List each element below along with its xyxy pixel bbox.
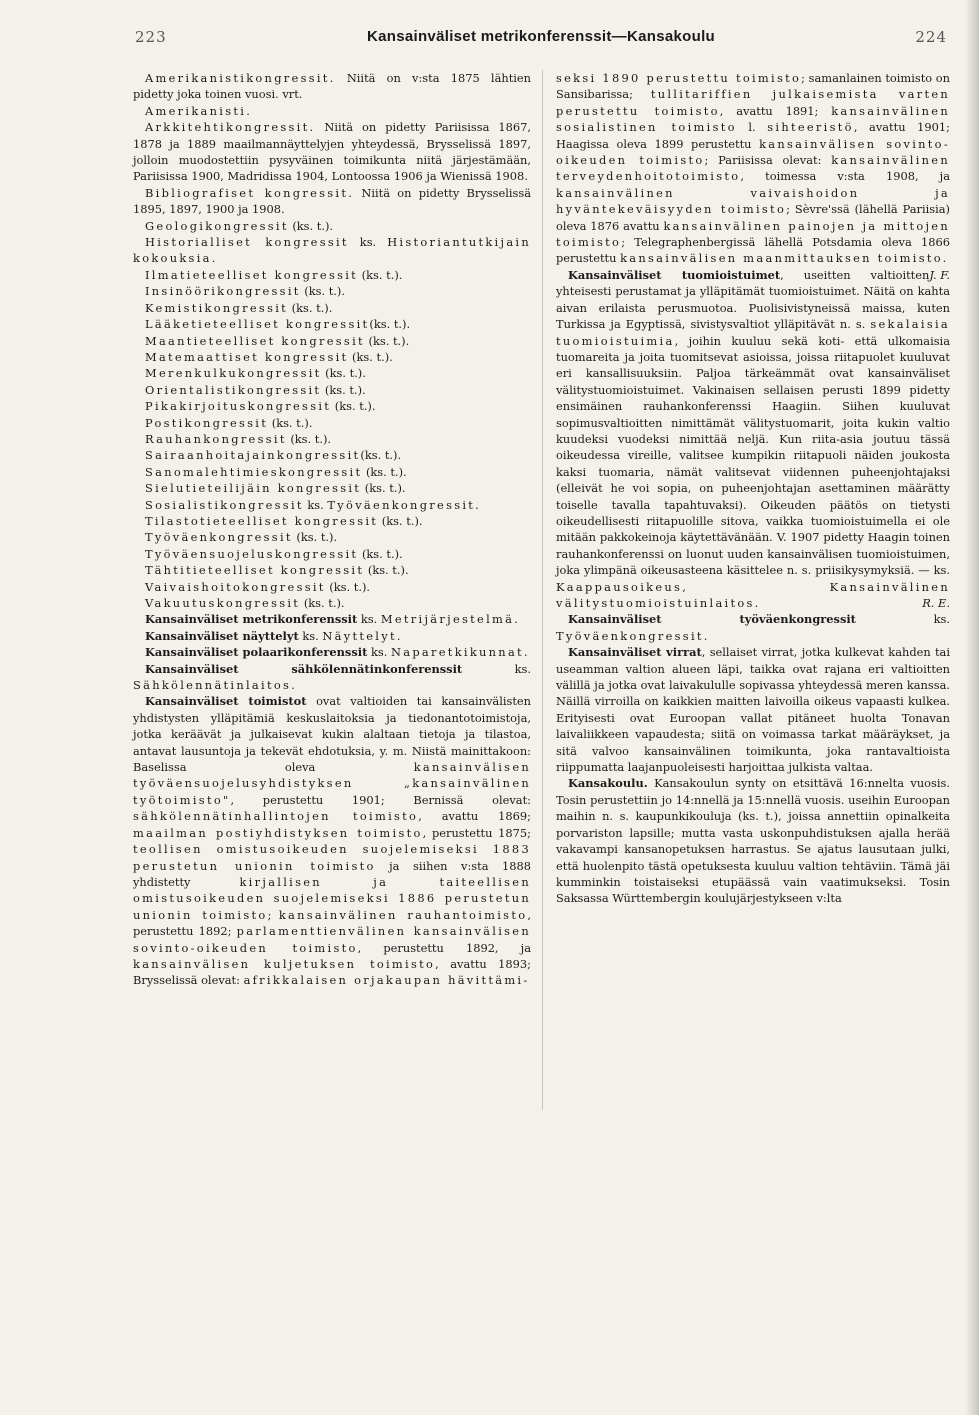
entry-paragraph xyxy=(133,349,531,365)
column-divider xyxy=(542,70,543,1110)
entry-text: ks. xyxy=(357,612,381,627)
entry-paragraph xyxy=(133,546,531,562)
entry-text: , perustettu 1901; Bernissä olevat: xyxy=(230,792,531,807)
entry-text: (ks. t.). xyxy=(300,284,345,299)
spaced-term: Amerikanisti. xyxy=(145,103,253,118)
spaced-term: sekalaisia tuomioistuimia xyxy=(556,317,950,348)
entry-paragraph xyxy=(133,431,531,447)
entry-text: ja siihen v:sta 1888 yhdistetty xyxy=(133,858,532,889)
entry-text: ks. xyxy=(462,661,531,676)
entry-text: , sellaiset virrat, jotka kulkevat kahden tai useamman valtion alueen läpi, taikka ovat rajana eri valtioitten välillä ja jotka ovat laivakululle sopivassa yhteydessä meren kanssa. Näillä virroilla on kaikkien maitten laivoilla oikeus vapaasti kulkea. Erityisesti ovat Euroopan vallat pitäneet huolta Tonavan laivaliikkeen vapaudesta; siitä on voimassa tarkat määräykset, ja sitä valvoo kansainvälinen toimikunta, joka rantavaltioista riippumatta laajanpuoleisesti harjoittaa julkista valtaa. xyxy=(556,645,950,775)
entry-paragraph xyxy=(556,611,950,644)
entry-text: ; Pariisissa olevat: xyxy=(704,153,832,168)
entry-headword: Kansakoulu. xyxy=(568,776,648,791)
entry-headword: Kansainväliset näyttelyt xyxy=(145,628,299,643)
entry-paragraph xyxy=(133,464,531,480)
right-column xyxy=(556,70,950,907)
entry-paragraph xyxy=(133,185,531,218)
entry-text: , xyxy=(682,579,830,594)
page-number-left: 223 xyxy=(135,28,167,46)
spaced-term: Kaappausoikeus xyxy=(556,579,683,594)
entry-text: , useitten valtioitten yhteisesti perustamat ja ylläpitämät tuomioistuimet. Näitä on kahta aivan erilaista perusmuotoa. Puolisivistyneissä maissa, kuten Turkissa ja Egyptissä, sivistysvaltiot ylläpitävät n. s. xyxy=(556,267,950,332)
spaced-term: Rauhankongressit xyxy=(145,431,287,446)
spaced-term: Tähtitieteelliset kongressit xyxy=(145,563,365,578)
spaced-term: Sairaanhoitajainkongressit xyxy=(145,448,361,463)
spaced-term: Vakuutuskongressit xyxy=(145,596,301,610)
entry-text: (ks. t.). xyxy=(364,333,410,348)
entry-text: , perustettu 1892; xyxy=(133,907,531,939)
spaced-term: Vaivaishoitokongressit xyxy=(145,579,326,594)
entry-text: (ks. t.). xyxy=(361,481,406,496)
entry-paragraph xyxy=(133,283,531,299)
spaced-term: Pikakirjoituskongressit xyxy=(145,399,332,414)
spaced-term: afrikkalaisen orjakaupan hävittämi- xyxy=(243,973,530,988)
spaced-term: Postikongressit xyxy=(145,415,269,430)
entry-paragraph xyxy=(556,267,950,612)
spaced-term: Näyttelyt. xyxy=(322,628,403,643)
entry-text: ; samanlainen toimisto on Sansibarissa; xyxy=(556,71,950,102)
entry-paragraph xyxy=(133,480,531,496)
spaced-term: Historiantutkijain kokouksia. xyxy=(133,235,531,266)
entry-text: l. xyxy=(736,120,768,135)
entry-text: ; xyxy=(267,907,279,922)
entry-text: ks. xyxy=(367,645,391,660)
spaced-term: Lääketieteelliset kongressit xyxy=(145,317,370,332)
running-title: Kansainväliset metrikonferenssit—Kansakoulu xyxy=(366,28,715,45)
spaced-term: maailman postiyhdistyksen toimisto xyxy=(133,825,423,840)
spaced-term: Ilmatieteelliset kongressit xyxy=(145,267,359,282)
spaced-term: Työväenkongressit. xyxy=(327,497,482,512)
spaced-term: kansainvälisen sovinto-oikeuden toimisto xyxy=(556,136,950,168)
spaced-term: sähkölennätinhallintojen toimisto xyxy=(133,809,419,824)
entry-text: ks. xyxy=(298,628,323,643)
spaced-term: sihteeristö xyxy=(767,120,854,135)
spaced-term: Amerikanistikongressit. xyxy=(145,71,336,85)
spaced-term: Tilastotieteelliset kongressit xyxy=(145,513,379,528)
entry-text: (ks. t.). xyxy=(325,579,371,594)
entry-paragraph xyxy=(556,775,950,906)
spaced-term: teollisen omistusoikeuden suojelemiseksi 1883 perustetun unionin toimisto xyxy=(133,842,531,873)
entry-text: Niitä on v:sta 1875 lähtien pidetty joka toinen vuosi. vrt. xyxy=(133,71,531,102)
entry-paragraph xyxy=(133,119,531,185)
spaced-term: Arkkitehtikongressit. xyxy=(145,120,316,135)
entry-text: (ks. t.). xyxy=(362,464,407,479)
entry-text: , joihin kuuluu sekä koti- että ulkomaisia tuomareita ja joita tuomitsevat asioissa, joissa riitapuolet kuuluvat eri kansallisuuksiin. Paljoa tärkeämmät ovat kansainväliset välitystuomioistuimet. Vakinaisen sellaisen perusti 1899 pidetty ensimäinen rauhankonferenssi Haagiin. Siihen kuuluvat sopimusvaltioitten nimittämät välitystuomarit, joita kukin valtio kuudeksi vuodeksi nimittää neljä. Kun riita-asia joutuu tässä oikeudessa vireille, valitsee kumpikin riitapuoli näiden joukosta kaksi tuomaria, nämät valitsevat viidennen puheenjohtajaksi (elleivät he voi sopia, on puheenjohtajan asettaminen määrätty toiselle tavalla tapahtuvaksi). Oikeuden päätös on tietysti oikeudellisesti riitapuolille sitova, vaikka tuomioistuimella ei ole mitään pakkokeinoja käytettävänään. V. 1907 pidetty Haagin toinen rauhankonferenssi on luonut uuden kansainvälisen tuomioistuimen, joka ylimpänä oikeusasteena käsittelee n. s. priisikysymyksiä. — ks. xyxy=(556,333,950,578)
spaced-term: Sanomalehtimieskongressit xyxy=(145,464,363,479)
entry-paragraph xyxy=(133,693,531,988)
spaced-term: Historialliset kongressit xyxy=(145,235,349,250)
entry-text: , perustettu 1892, ja xyxy=(357,940,531,955)
entry-paragraph xyxy=(133,316,531,332)
page-number-right: 224 xyxy=(915,28,947,46)
spaced-term: Sähkölennätinlaitos. xyxy=(133,678,298,693)
entry-text: (ks. t.). xyxy=(321,382,366,397)
spaced-term: parlamenttienvälinen kansainvälisen sovinto-oikeuden toimisto xyxy=(133,924,531,955)
spaced-term: seksi 1890 perustettu toimisto xyxy=(556,71,802,85)
entry-headword: Kansainväliset virrat xyxy=(568,645,702,660)
entry-paragraph xyxy=(133,644,531,660)
spaced-term: Orientalistikongressit xyxy=(145,382,322,397)
spaced-term: Naparetkikunnat. xyxy=(390,645,530,660)
spaced-term: kansainvälisen maanmittauksen toimisto. xyxy=(620,251,949,266)
entry-text: ; Telegraphenbergissä lähellä Potsdamia oleva 1866 perustettu xyxy=(556,235,950,266)
entry-paragraph xyxy=(133,234,531,267)
entry-paragraph xyxy=(133,218,531,234)
entry-paragraph xyxy=(133,661,531,694)
entry-text: (ks. t.). xyxy=(369,317,411,332)
entry-text: Niitä on pidetty Pariisissa 1867, 1878 ja 1889 maailmannäyttelyjen yhteydessä, Brysselissä 1897, jolloin muodostettiin pysyväinen toimikunta niitä järjestämään, Pariisissa 1900, Madridissa 1904, Lontoossa 1906 ja Wienissä 1908. xyxy=(133,120,531,184)
spaced-term: Insinöörikongressit xyxy=(145,284,301,299)
entry-text: (ks. t.). xyxy=(364,563,409,578)
entry-paragraph xyxy=(133,267,531,283)
entry-headword: Kansainväliset sähkölennätinkonferenssit xyxy=(145,661,463,676)
entry-text: (ks. t.). xyxy=(268,415,313,430)
spaced-term: Sielutieteilijäin kongressit xyxy=(145,481,362,496)
entry-headword: Kansainväliset polaarikonferenssit xyxy=(145,645,368,660)
entry-headword: Kansainväliset tuomioistuimet xyxy=(568,267,781,282)
entry-paragraph xyxy=(556,644,950,775)
spaced-term: Sosialistikongressit xyxy=(145,497,304,512)
entry-paragraph xyxy=(133,365,531,381)
entry-text: , perustettu 1875; xyxy=(422,825,531,840)
entry-text: , avattu 1901; Haagissa oleva 1899 perustettu xyxy=(556,120,950,151)
spaced-term: kirjallisen ja taiteellisen omistusoikeuden suojelemiseksi 1886 perustetun unionin toimisto xyxy=(133,874,531,922)
entry-paragraph xyxy=(133,398,531,414)
spaced-term: Kansainvälinen välitystuomioistuinlaitos. xyxy=(556,579,950,610)
spaced-term: Maantieteelliset kongressit xyxy=(145,333,365,348)
entry-headword: Kansainväliset toimistot xyxy=(145,694,307,709)
author-signature: R. E. xyxy=(922,596,950,610)
spaced-term: kansainvälinen terveydenhoitotoimisto xyxy=(556,153,950,184)
entry-text: , toimessa v:sta 1908, ja xyxy=(740,169,950,184)
entry-text: (ks. t.). xyxy=(288,300,333,315)
spaced-term: kansainvälinen rauhantoimisto xyxy=(278,907,528,922)
spaced-term: tullitariffien julkaisemista varten perustettu toimisto xyxy=(556,87,951,118)
spaced-term: kansainvälinen vaivaishoidon ja hyväntekeväisyyden toimisto xyxy=(556,185,950,217)
entry-text: (ks. t.). xyxy=(292,530,338,545)
entry-text: (ks. t.). xyxy=(288,218,334,233)
entry-paragraph xyxy=(133,628,531,644)
entry-text: ; Sèvre'ssä (lähellä Pariisia) oleva 1876 avattu xyxy=(556,202,950,233)
entry-paragraph xyxy=(133,447,531,463)
spaced-term: Työväenkongressit xyxy=(145,530,293,545)
entry-headword: Kansainväliset metrikonferenssit xyxy=(145,612,358,627)
entry-paragraph xyxy=(133,497,531,513)
spaced-term: Työväensuojeluskongressit xyxy=(145,546,359,561)
page-header xyxy=(135,28,947,54)
spaced-term: Metrijärjestelmä. xyxy=(380,612,521,627)
entry-text: ks. xyxy=(855,612,950,627)
entry-paragraph xyxy=(133,562,531,578)
entry-text: (ks. t.). xyxy=(360,448,402,463)
entry-text: , avattu 1893; Brysselissä olevat: xyxy=(133,956,531,988)
entry-headword: Kansainväliset työväenkongressit xyxy=(568,612,856,627)
entry-paragraph xyxy=(133,595,531,611)
entry-paragraph xyxy=(133,103,531,119)
spaced-term: kansainvälinen painojen ja mittojen toimisto xyxy=(556,218,950,250)
entry-paragraph xyxy=(133,529,531,545)
entry-text: Kansakoulun synty on etsittävä 16:nnelta vuosis. Tosin perustettiin jo 14:nnellä ja 15:nnellä vuosis. useihin Euroopan maihin n. s. kaupunkikouluja (ks. t.), joissa annettiin opinalkeita porvariston lapsille; mutta vasta uskonpuhdistuksen ajalla herää vakavampi kansanopetuksen harrastus. Se ajatus lausutaan julki, että huolenpito tästä opetuksesta kuuluu valtion tehtäviin. Tämä jäi kumminkin toistaiseksi etupäässä vain vaatimukseksi. Tosin Saksassa Württembergin koulujärjestykseen v:lta xyxy=(556,776,950,906)
spaced-term: Matemaattiset kongressit xyxy=(145,349,349,364)
spaced-term: kansainvälisen kuljetuksen toimisto xyxy=(133,956,436,971)
entry-text: ks. xyxy=(348,235,388,250)
entry-paragraph xyxy=(133,513,531,529)
entry-text: ks. xyxy=(303,497,328,512)
author-signature: J. F. xyxy=(929,267,950,282)
spaced-term: Merenkulkukongressit xyxy=(145,366,322,381)
entry-text: ovat valtioiden tai kansainvälisten yhdistysten ylläpitämiä keskuslaitoksia ja tiedonantotoimistoja, jotka keräävät ja julkaisevat kukin alaltaan tietoja ja tilastoa, antavat lausuntoja ja tekevät ehdotuksia, y. m. Niistä mainittakoon: Baselissa oleva xyxy=(133,694,531,775)
entry-paragraph xyxy=(133,382,531,398)
spaced-term: Geologikongressit xyxy=(145,218,289,233)
entry-text: (ks. t.). xyxy=(321,366,366,381)
entry-text: (ks. t.). xyxy=(378,513,423,528)
entry-text: (ks. t.). xyxy=(331,399,376,414)
spaced-term: Työväenkongressit. xyxy=(556,628,710,643)
entry-paragraph xyxy=(133,579,531,595)
entry-paragraph xyxy=(133,300,531,316)
spaced-term: Bibliografiset kongressit. xyxy=(145,185,355,200)
entry-paragraph xyxy=(133,70,531,103)
entry-paragraph xyxy=(133,611,531,627)
entry-text: , avattu 1869; xyxy=(418,809,531,824)
entry-text: (ks. t.). xyxy=(286,431,332,446)
entry-text: (ks. t.). xyxy=(358,267,403,282)
entry-text: (ks. t.). xyxy=(300,596,345,610)
entry-text: (ks. t.). xyxy=(348,349,393,364)
spaced-term: kansainvälisen työväensuojelusyhdistyksen „kansainvälinen työtoimisto" xyxy=(133,760,531,807)
page-edge-shadow xyxy=(965,0,979,1415)
entry-text: Niitä on pidetty Brysselissä 1895, 1897, 1900 ja 1908. xyxy=(133,185,532,217)
spaced-term: kansainvälinen sosialistinen toimisto xyxy=(556,103,950,135)
left-column xyxy=(133,70,531,989)
entry-paragraph xyxy=(133,333,531,349)
entry-paragraph xyxy=(133,415,531,431)
entry-text: (ks. t.). xyxy=(358,546,403,561)
spaced-term: Kemistikongressit xyxy=(145,300,289,315)
entry-text: , avattu 1891; xyxy=(719,103,832,118)
